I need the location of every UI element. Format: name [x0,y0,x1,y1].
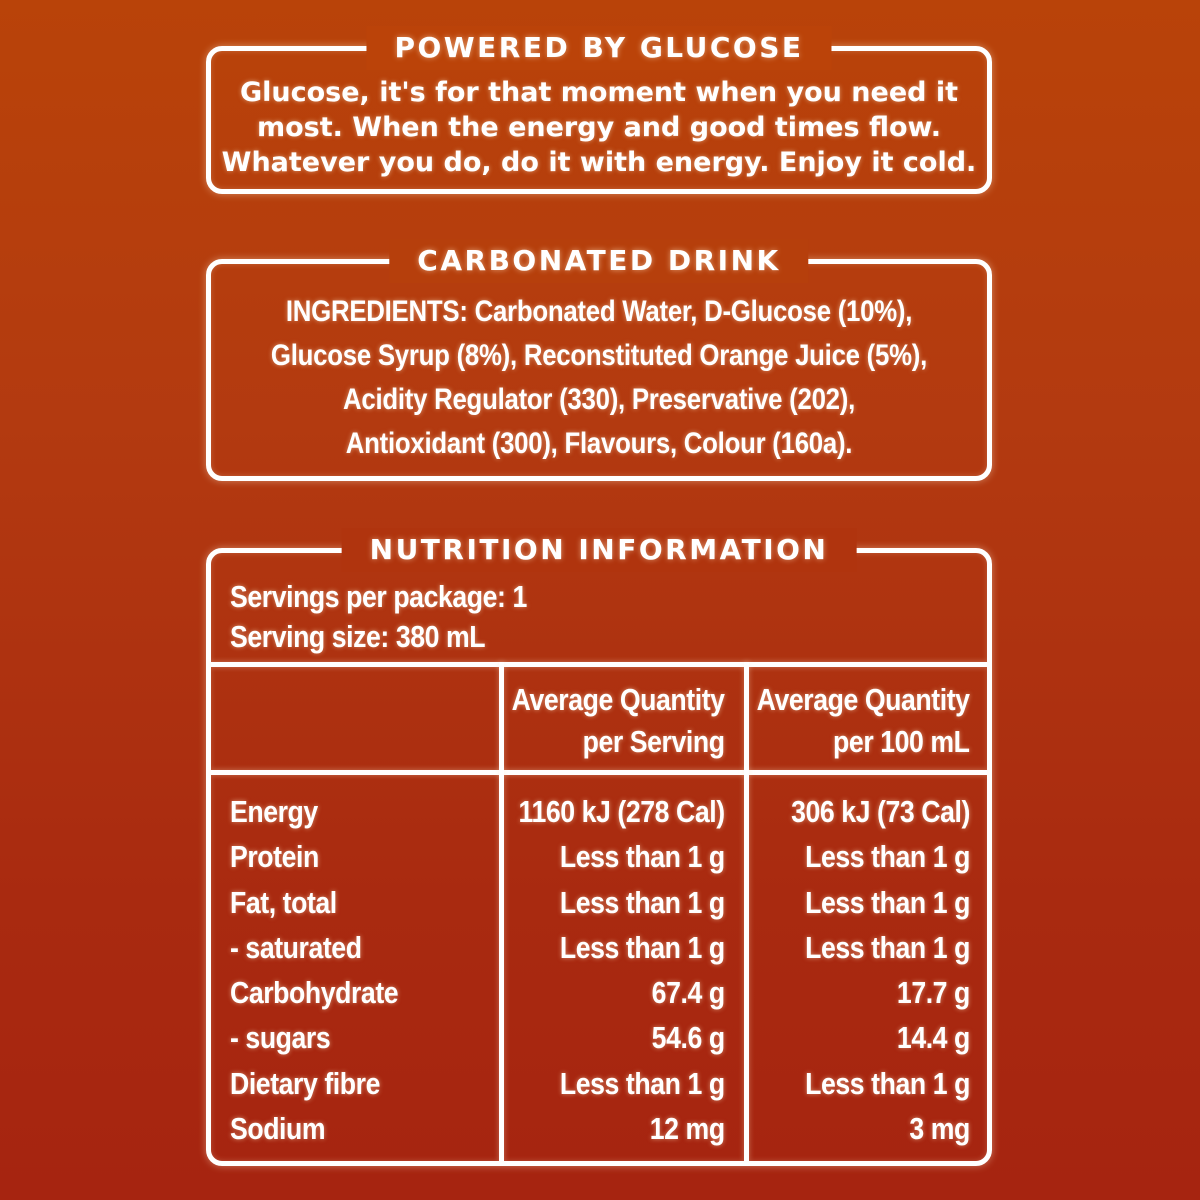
per-serving-value: Less than 1 g [560,1065,725,1101]
per-100ml-value: 17.7 g [896,975,970,1011]
nutrient-name: Carbohydrate [230,975,399,1011]
per-serving-value: Less than 1 g [560,884,725,920]
serving-size: Serving size: 380 mL [230,619,486,654]
nutrient-name: Dietary fibre [230,1065,380,1101]
nutrient-name: Sodium [230,1111,326,1147]
per-serving-value: 67.4 g [651,975,725,1011]
per-serving-values [519,789,725,1151]
column-header-line: per 100 mL [833,724,970,759]
servings-per-package: Servings per package: 1 [230,579,527,614]
column-header-line: Average Quantity [757,682,970,717]
nutrition-title: NUTRITION INFORMATION [342,528,857,572]
nutrient-names [230,789,398,1151]
nutrient-name: Energy [230,794,318,829]
intro-line: most. When the energy and good times flow. [256,112,942,143]
column-header-per-serving [512,679,725,763]
ingredients-panel [206,244,992,481]
column-header-line: Average Quantity [512,682,725,717]
per-serving-value: 1160 kJ (278 Cal) [518,794,725,829]
table-header-divider [211,770,987,775]
intro-panel [206,31,992,194]
column-header-line: per Serving [583,724,725,759]
intro-line: Whatever you do, do it with energy. Enjoy it cold. [221,147,977,178]
nutrient-name: Protein [230,839,319,875]
per-100ml-value: 3 mg [909,1111,970,1147]
per-serving-value: 54.6 g [651,1020,725,1056]
intro-title: POWERED BY GLUCOSE [366,26,831,70]
nutrition-panel [206,533,992,1166]
per-100ml-value: 306 kJ (73 Cal) [791,794,970,829]
per-100ml-value: Less than 1 g [805,884,970,920]
table-column-divider [744,662,749,1161]
ingredients-line: Acidity Regulator (330), Preservative (202), [342,383,856,416]
column-header-per-100ml [757,679,970,763]
per-100ml-value: 14.4 g [896,1020,970,1056]
intro-text [211,75,987,180]
intro-line: Glucose, it's for that moment when you need it [239,77,959,108]
table-top-divider [211,662,987,667]
nutrient-name: Fat, total [230,884,337,920]
per-serving-value: 12 mg [650,1111,725,1147]
per-100ml-value: Less than 1 g [805,1065,970,1101]
per-100ml-values [791,789,970,1151]
per-100ml-value: Less than 1 g [805,929,970,965]
per-serving-value: Less than 1 g [560,929,725,965]
serving-info [230,577,527,657]
per-serving-value: Less than 1 g [560,839,725,875]
ingredients-line: INGREDIENTS: Carbonated Water, D-Glucose (10%), [285,295,913,328]
ingredients-text [265,290,932,466]
table-column-divider [499,662,504,1161]
nutrient-name: - saturated [230,929,362,965]
nutrient-name: - sugars [230,1020,331,1056]
ingredients-title: CARBONATED DRINK [389,239,808,283]
ingredients-line: Antioxidant (300), Flavours, Colour (160a). [345,427,853,460]
per-100ml-value: Less than 1 g [805,839,970,875]
ingredients-line: Glucose Syrup (8%), Reconstituted Orange Juice (5%), [270,339,928,372]
